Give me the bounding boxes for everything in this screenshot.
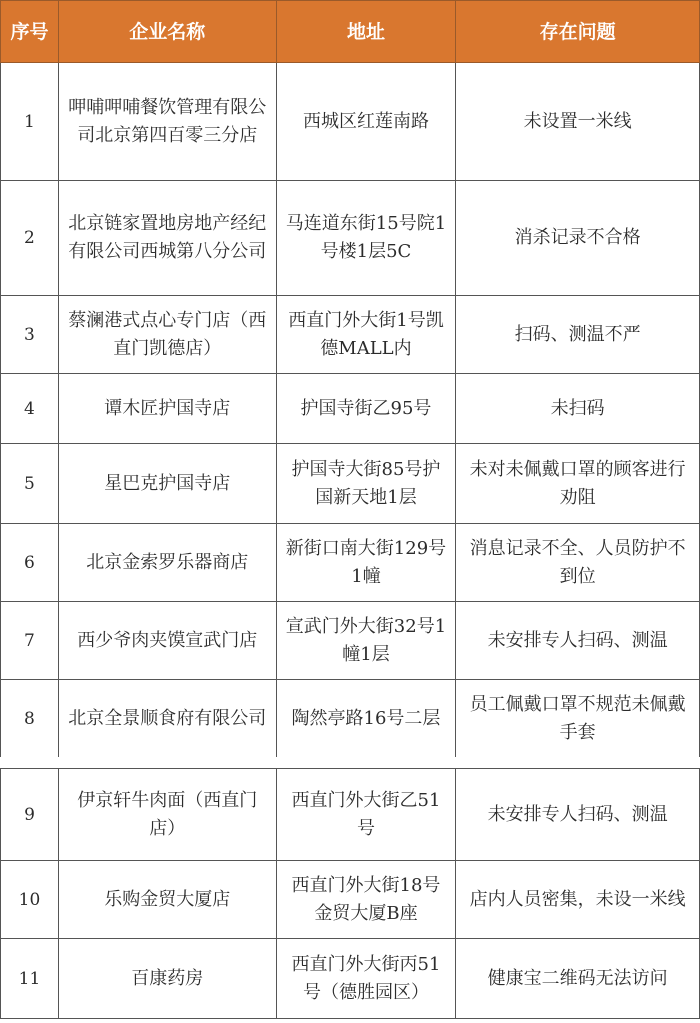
row-number: 5 <box>1 444 59 524</box>
row-number: 7 <box>1 602 59 680</box>
address-cell: 西直门外大街1号凯德MALL内 <box>276 296 456 374</box>
address-cell: 西直门外大街丙51号（德胜园区） <box>276 939 456 1019</box>
company-name-cell: 星巴克护国寺店 <box>58 444 276 524</box>
issue-cell: 扫码、测温不严 <box>456 296 700 374</box>
company-name-cell: 蔡澜港式点心专门店（西直门凯德店） <box>58 296 276 374</box>
table-row <box>1 181 700 296</box>
address-cell: 陶然亭路16号二层 <box>276 680 456 758</box>
address-cell: 西城区红莲南路 <box>276 63 456 181</box>
header-company-name: 企业名称 <box>58 1 276 63</box>
row-number: 11 <box>1 939 59 1019</box>
company-name-cell: 百康药房 <box>58 939 276 1019</box>
address-cell: 护国寺街乙95号 <box>276 374 456 444</box>
issue-cell: 未扫码 <box>456 374 700 444</box>
company-name-cell: 北京链家置地房地产经纪有限公司西城第八分公司 <box>58 181 276 296</box>
company-name-cell: 谭木匠护国寺店 <box>58 374 276 444</box>
issue-cell: 消息记录不全、人员防护不到位 <box>456 524 700 602</box>
address-cell: 西直门外大街乙51号 <box>276 769 456 861</box>
table-row <box>1 861 700 939</box>
table-row <box>1 374 700 444</box>
issue-cell: 消杀记录不合格 <box>456 181 700 296</box>
table-row <box>1 769 700 861</box>
row-number: 10 <box>1 861 59 939</box>
header-no: 序号 <box>1 1 59 63</box>
company-name-cell: 西少爷肉夹馍宣武门店 <box>58 602 276 680</box>
table-row <box>1 680 700 758</box>
row-number: 8 <box>1 680 59 758</box>
row-number: 2 <box>1 181 59 296</box>
row-number: 1 <box>1 63 59 181</box>
issue-cell: 未对未佩戴口罩的顾客进行劝阻 <box>456 444 700 524</box>
address-cell: 宣武门外大街32号1幢1层 <box>276 602 456 680</box>
table-row <box>1 524 700 602</box>
issue-cell: 健康宝二维码无法访问 <box>456 939 700 1019</box>
address-cell: 护国寺大街85号护国新天地1层 <box>276 444 456 524</box>
address-cell: 新街口南大街129号1幢 <box>276 524 456 602</box>
table-row <box>1 63 700 181</box>
issue-cell: 未设置一米线 <box>456 63 700 181</box>
company-name-cell: 北京金索罗乐器商店 <box>58 524 276 602</box>
table-row <box>1 602 700 680</box>
page-break-gap <box>0 757 700 768</box>
address-cell: 马连道东街15号院1号楼1层5C <box>276 181 456 296</box>
row-number: 3 <box>1 296 59 374</box>
issue-cell: 未安排专人扫码、测温 <box>456 769 700 861</box>
table-row <box>1 296 700 374</box>
header-issue: 存在问题 <box>456 1 700 63</box>
address-cell: 西直门外大街18号金贸大厦B座 <box>276 861 456 939</box>
inspection-table-part2 <box>0 768 700 1019</box>
issue-cell: 员工佩戴口罩不规范未佩戴手套 <box>456 680 700 758</box>
header-address: 地址 <box>276 1 456 63</box>
row-number: 9 <box>1 769 59 861</box>
company-name-cell: 北京全景顺食府有限公司 <box>58 680 276 758</box>
table-row <box>1 939 700 1019</box>
row-number: 4 <box>1 374 59 444</box>
table-header-row <box>1 1 700 63</box>
company-name-cell: 乐购金贸大厦店 <box>58 861 276 939</box>
company-name-cell: 呷哺呷哺餐饮管理有限公司北京第四百零三分店 <box>58 63 276 181</box>
table-row <box>1 444 700 524</box>
row-number: 6 <box>1 524 59 602</box>
issue-cell: 未安排专人扫码、测温 <box>456 602 700 680</box>
company-name-cell: 伊京轩牛肉面（西直门店） <box>58 769 276 861</box>
issue-cell: 店内人员密集，未设一米线 <box>456 861 700 939</box>
